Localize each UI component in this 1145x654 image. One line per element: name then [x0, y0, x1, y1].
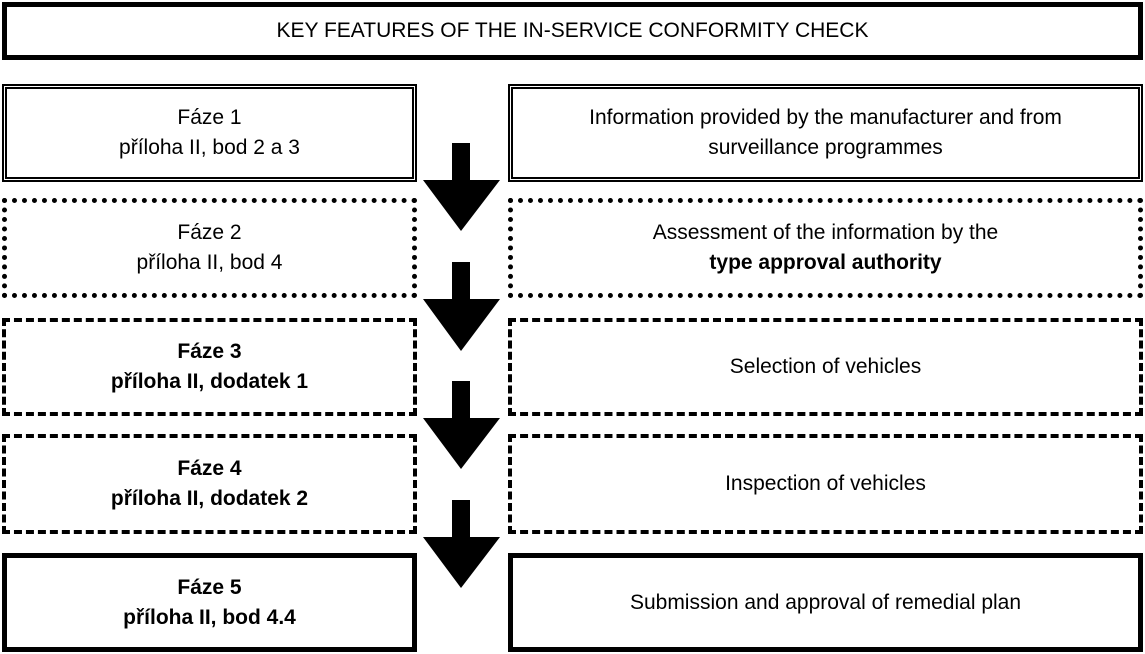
phase-3-description-line-1: Selection of vehicles [729, 355, 922, 378]
phase-5-label: Fáze 5 [177, 575, 242, 599]
phase-1-description-line-2: surveillance programmes [708, 136, 943, 159]
title-text: KEY FEATURES OF THE IN-SERVICE CONFORMITY CHECK [276, 19, 869, 42]
phase-3-reference: příloha II, dodatek 1 [110, 370, 309, 393]
down-arrow-icon-3 [423, 381, 500, 469]
down-arrow-icon-1 [423, 143, 500, 231]
down-arrow-icon-2 [423, 262, 500, 351]
phase-1-description-line-1: Information provided by the manufacturer and from [589, 106, 1062, 129]
phase-2-label: Fáze 2 [177, 221, 242, 244]
phase-4-label: Fáze 4 [177, 457, 242, 480]
phase-1-label: Fáze 1 [177, 106, 242, 129]
phase-1-reference: příloha II, bod 2 a 3 [119, 136, 300, 159]
phase-5-description-line-1: Submission and approval of remedial plan [629, 590, 1022, 614]
phase-5-reference: příloha II, bod 4.4 [123, 605, 296, 629]
down-arrow-icon-4 [423, 500, 500, 588]
phase-4-description-line-1: Inspection of vehicles [725, 472, 926, 495]
phase-4-reference: příloha II, dodatek 2 [110, 487, 309, 510]
phase-2-description-line-2: type approval authority [709, 251, 942, 274]
phase-2-reference: příloha II, bod 4 [136, 251, 283, 274]
phase-2-description-line-1: Assessment of the information by the [652, 221, 999, 244]
phase-3-label: Fáze 3 [177, 340, 242, 363]
